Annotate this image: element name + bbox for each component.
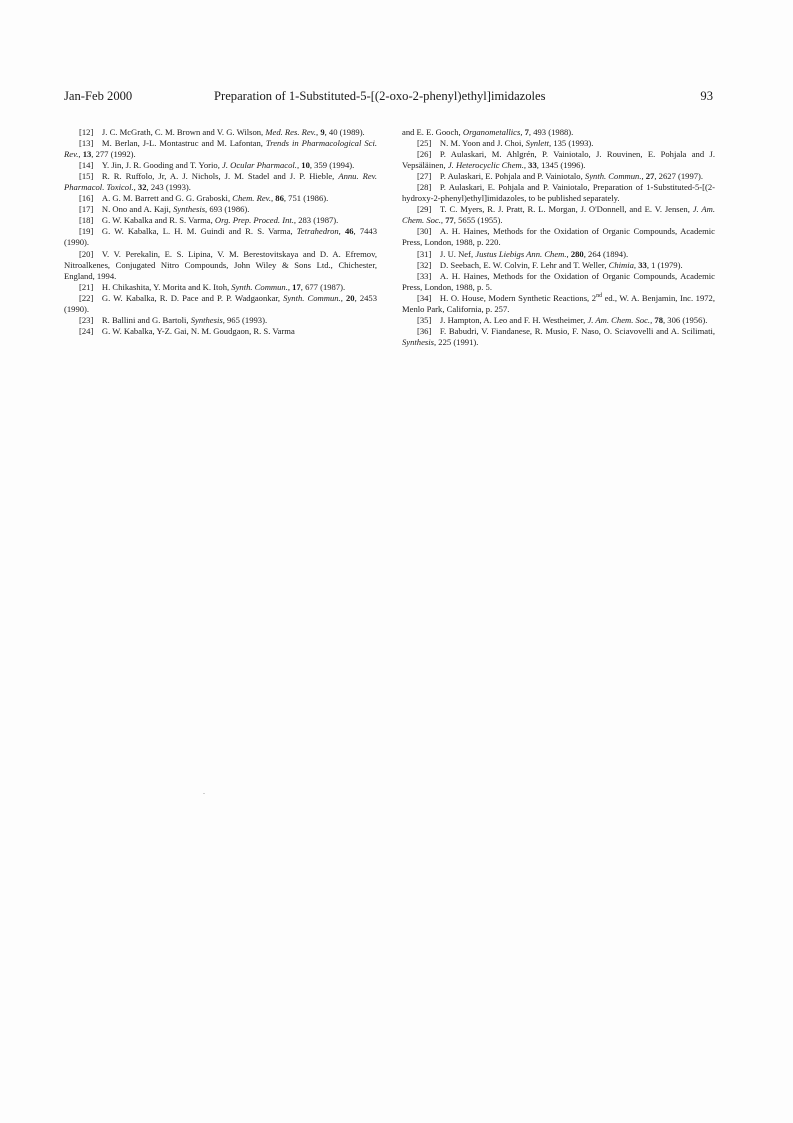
reference-entry bbox=[64, 193, 377, 204]
reference-text: , 40 (1989). bbox=[324, 127, 365, 137]
reference-text: G. W. Kabalka, Y-Z. Gai, N. M. Goudgaon, R. S. Varma bbox=[101, 325, 295, 336]
reference-text: , 965 (1993). bbox=[222, 314, 268, 325]
reference-entry bbox=[402, 293, 715, 315]
reference-number: [14] bbox=[79, 160, 94, 171]
reference-text: , 693 (1986). bbox=[205, 204, 250, 215]
reference-text: D. Seebach, E. W. Colvin, F. Lehr and T. Weller, bbox=[439, 259, 609, 270]
volume-number: 33 bbox=[638, 259, 647, 270]
reference-entry bbox=[64, 226, 377, 248]
reference-text: , bbox=[633, 259, 639, 270]
reference-entry bbox=[64, 171, 377, 193]
reference-text: , 493 (1988). bbox=[528, 127, 574, 137]
reference-text: , 2627 (1997). bbox=[654, 171, 704, 182]
reference-number: [12] bbox=[79, 127, 94, 137]
reference-entry bbox=[64, 293, 377, 315]
journal-name: Org. Prep. Proced. Int. bbox=[214, 215, 294, 226]
reference-entry bbox=[64, 160, 377, 171]
reference-text: A. G. M. Barrett and G. G. Graboski, bbox=[101, 193, 233, 204]
reference-entry bbox=[64, 315, 377, 326]
reference-text: , 243 (1993). bbox=[146, 182, 191, 193]
reference-text: J. U. Nef, bbox=[439, 248, 476, 259]
reference-text: Y. Jin, J. R. Gooding and T. Yorio, bbox=[101, 160, 223, 171]
reference-text: , 277 (1992). bbox=[91, 149, 136, 160]
journal-name: Trends in Pharmacological Sci. Rev. bbox=[64, 138, 377, 160]
reference-number: [17] bbox=[79, 204, 94, 215]
reference-text: , 7443 (1990). bbox=[64, 226, 378, 248]
reference-number: [19] bbox=[79, 226, 94, 237]
reference-entry bbox=[402, 127, 715, 138]
reference-text: N. Ono and A. Kaji, bbox=[101, 204, 174, 215]
reference-number: [35] bbox=[417, 314, 432, 325]
reference-entry bbox=[64, 215, 377, 226]
reference-text: P. Aulaskari, M. Ahlgrén, P. Vainiotalo, J. Rouvinen, E. Pohjala and J. Vepsäläinen, bbox=[402, 149, 715, 171]
reference-text: , bbox=[287, 281, 293, 292]
reference-text: , bbox=[523, 160, 529, 171]
reference-text: , 264 (1894). bbox=[583, 248, 629, 259]
journal-name: Chimia bbox=[608, 259, 634, 270]
volume-number: 78 bbox=[654, 314, 663, 325]
reference-text: , bbox=[296, 160, 302, 171]
reference-text: , bbox=[133, 182, 138, 193]
reference-text: G. W. Kabalka, L. H. M. Guindi and R. S. Varma, bbox=[101, 226, 297, 237]
volume-number: 33 bbox=[528, 160, 537, 171]
reference-text: G. W. Kabalka and R. S. Varma, bbox=[101, 215, 215, 226]
reference-text: H. Chikashita, Y. Morita and K. Itoh, bbox=[101, 281, 232, 292]
reference-text: P. Aulaskari, E. Pohjala and P. Vainiotalo, Preparation of 1-Substituted-5-[(2-hydroxy-2-phenyl)ethyl]imidazoles, to be published separately. bbox=[402, 182, 715, 204]
volume-number: 86 bbox=[275, 193, 284, 204]
reference-text: , bbox=[338, 226, 345, 237]
reference-number: [22] bbox=[79, 292, 94, 303]
volume-number: 9 bbox=[320, 127, 325, 137]
reference-text: and E. E. Gooch, bbox=[402, 127, 463, 137]
reference-text: N. M. Yoon and J. Choi, bbox=[439, 138, 526, 149]
reference-entry bbox=[402, 249, 715, 260]
volume-number: 46 bbox=[344, 226, 354, 237]
reference-entry bbox=[64, 204, 377, 215]
reference-number: [36] bbox=[417, 325, 432, 336]
reference-text: , 5655 (1955). bbox=[453, 215, 503, 226]
reference-text: , 283 (1987). bbox=[293, 215, 339, 226]
reference-number: [16] bbox=[79, 193, 94, 204]
reference-text: G. W. Kabalka, R. D. Pace and P. P. Wadgaonkar, bbox=[101, 292, 284, 303]
reference-text: T. C. Myers, R. J. Pratt, R. L. Morgan, J. O'Donnell, and E. V. Jensen, bbox=[439, 204, 693, 215]
reference-text: nd bbox=[596, 292, 603, 299]
reference-text: , bbox=[520, 127, 525, 137]
volume-number: 10 bbox=[301, 160, 310, 171]
reference-entry bbox=[64, 249, 377, 282]
reference-entry bbox=[64, 326, 377, 337]
reference-text: , bbox=[270, 193, 276, 204]
reference-entry bbox=[402, 260, 715, 271]
running-header-date: Jan-Feb 2000 bbox=[64, 89, 133, 103]
volume-number: 20 bbox=[345, 292, 355, 303]
reference-entry bbox=[402, 138, 715, 149]
reference-text: A. H. Haines, Methods for the Oxidation of Organic Compounds, Academic Press, London, 1988, p. 5. bbox=[402, 270, 715, 292]
page-number: 93 bbox=[700, 89, 713, 103]
reference-text: ed., W. A. Benjamin, Inc. 1972, Menlo Park, California, p. 257. bbox=[402, 292, 715, 314]
reference-number: [31] bbox=[417, 248, 432, 259]
reference-number: [13] bbox=[79, 138, 94, 149]
reference-text: F. Babudri, V. Fiandanese, R. Musio, F. Naso, O. Sciavovelli and A. Scilimati, bbox=[439, 325, 715, 336]
journal-name: Organometallics bbox=[462, 127, 521, 137]
reference-number: [27] bbox=[417, 171, 432, 182]
reference-text: P. Aulaskari, E. Pohjala and P. Vainiotalo, bbox=[439, 171, 585, 182]
references-column-right bbox=[402, 127, 715, 348]
reference-text: , bbox=[641, 171, 646, 182]
reference-text: R. Ballini and G. Bartoli, bbox=[101, 314, 191, 325]
reference-entry bbox=[64, 127, 377, 138]
reference-text: , 306 (1956). bbox=[662, 314, 708, 325]
reference-number: [20] bbox=[79, 248, 94, 259]
journal-name: Tetrahedron bbox=[296, 226, 339, 237]
volume-number: 27 bbox=[645, 171, 655, 182]
reference-text: , bbox=[78, 149, 83, 160]
reference-number: [32] bbox=[417, 259, 432, 270]
reference-text: , bbox=[650, 314, 655, 325]
volume-number: 280 bbox=[570, 248, 584, 259]
journal-name: Med. Res. Rev. bbox=[265, 127, 317, 137]
journal-name: J. Am. Chem. Soc. bbox=[587, 314, 651, 325]
reference-number: [25] bbox=[417, 138, 432, 149]
reference-text: , 225 (1991). bbox=[433, 336, 479, 347]
journal-name: Synthesis bbox=[402, 336, 434, 347]
journal-name: J. Am. Chem. Soc. bbox=[402, 204, 715, 226]
reference-entry bbox=[402, 226, 715, 248]
journal-name: Justus Liebigs Ann. Chem. bbox=[475, 248, 567, 259]
running-header-title: Preparation of 1-Substituted-5-[(2-oxo-2-phenyl)ethyl]imidazoles bbox=[214, 89, 546, 103]
reference-number: [24] bbox=[79, 325, 94, 336]
journal-name: Synthesis bbox=[190, 314, 223, 325]
reference-text: , 2453 (1990). bbox=[64, 292, 378, 314]
journal-name: Synthesis bbox=[173, 204, 206, 215]
reference-text: H. O. House, Modern Synthetic Reactions, 2 bbox=[439, 292, 597, 303]
reference-text: , 1 (1979). bbox=[646, 259, 683, 270]
reference-number: [34] bbox=[417, 292, 432, 303]
volume-number: 7 bbox=[524, 127, 529, 137]
journal-name: J. Ocular Pharmacol. bbox=[222, 160, 297, 171]
reference-entry bbox=[402, 326, 715, 348]
reference-entry bbox=[64, 282, 377, 293]
reference-text: , bbox=[316, 127, 321, 137]
reference-entry bbox=[64, 138, 377, 160]
reference-number: [26] bbox=[417, 149, 432, 160]
reference-entry bbox=[402, 149, 715, 171]
reference-text: , bbox=[440, 215, 446, 226]
reference-entry bbox=[402, 204, 715, 226]
journal-name: Synth. Commun. bbox=[283, 292, 341, 303]
reference-number: [29] bbox=[417, 204, 432, 215]
reference-text: R. R. Ruffolo, Jr, A. J. Nichols, J. M. Stadel and J. P. Hieble, bbox=[101, 171, 339, 182]
reference-text: A. H. Haines, Methods for the Oxidation of Organic Compounds, Academic Press, London, 1988, p. 220. bbox=[402, 226, 715, 248]
reference-number: [23] bbox=[79, 314, 94, 325]
journal-name: Synlett bbox=[525, 138, 550, 149]
reference-text: J. C. McGrath, C. M. Brown and V. G. Wilson, bbox=[101, 127, 266, 137]
volume-number: 32 bbox=[137, 182, 147, 193]
reference-entry bbox=[402, 271, 715, 293]
reference-text: , 135 (1993). bbox=[549, 138, 594, 149]
reference-number: [21] bbox=[79, 281, 94, 292]
volume-number: 13 bbox=[82, 149, 92, 160]
reference-text: , bbox=[566, 248, 571, 259]
volume-number: 17 bbox=[292, 281, 301, 292]
journal-name: J. Heterocyclic Chem. bbox=[447, 160, 524, 171]
reference-entry bbox=[402, 315, 715, 326]
reference-number: [18] bbox=[79, 215, 94, 226]
reference-number: [28] bbox=[417, 182, 432, 193]
reference-text: , bbox=[340, 292, 346, 303]
reference-entry bbox=[402, 182, 715, 204]
scan-speck bbox=[203, 793, 205, 794]
reference-number: [30] bbox=[417, 226, 432, 237]
journal-name: Chem. Rev. bbox=[232, 193, 271, 204]
reference-number: [33] bbox=[417, 270, 432, 281]
reference-text: , 359 (1994). bbox=[309, 160, 355, 171]
journal-name: Annu. Rev. Pharmacol. Toxicol. bbox=[64, 171, 378, 193]
reference-text: J. Hampton, A. Leo and F. H. Westheimer, bbox=[439, 314, 588, 325]
reference-text: , 751 (1986). bbox=[283, 193, 329, 204]
journal-name: Synth. Commun. bbox=[231, 281, 288, 292]
reference-text: , 677 (1987). bbox=[300, 281, 346, 292]
volume-number: 77 bbox=[445, 215, 454, 226]
reference-entry bbox=[402, 171, 715, 182]
references-column-left bbox=[64, 127, 377, 337]
journal-name: Synth. Commun. bbox=[584, 171, 642, 182]
reference-number: [15] bbox=[79, 171, 94, 182]
reference-text: V. V. Perekalin, E. S. Lipina, V. M. Berestovitskaya and D. A. Efremov, Nitroalkenes, Conjugated Nitro Compounds, John Wiley & Sons Ltd., Chichester, England, 1994. bbox=[64, 248, 377, 281]
reference-text: , 1345 (1996). bbox=[536, 160, 586, 171]
reference-text: M. Berlan, J-L. Montastruc and M. Lafontan, bbox=[101, 138, 266, 149]
